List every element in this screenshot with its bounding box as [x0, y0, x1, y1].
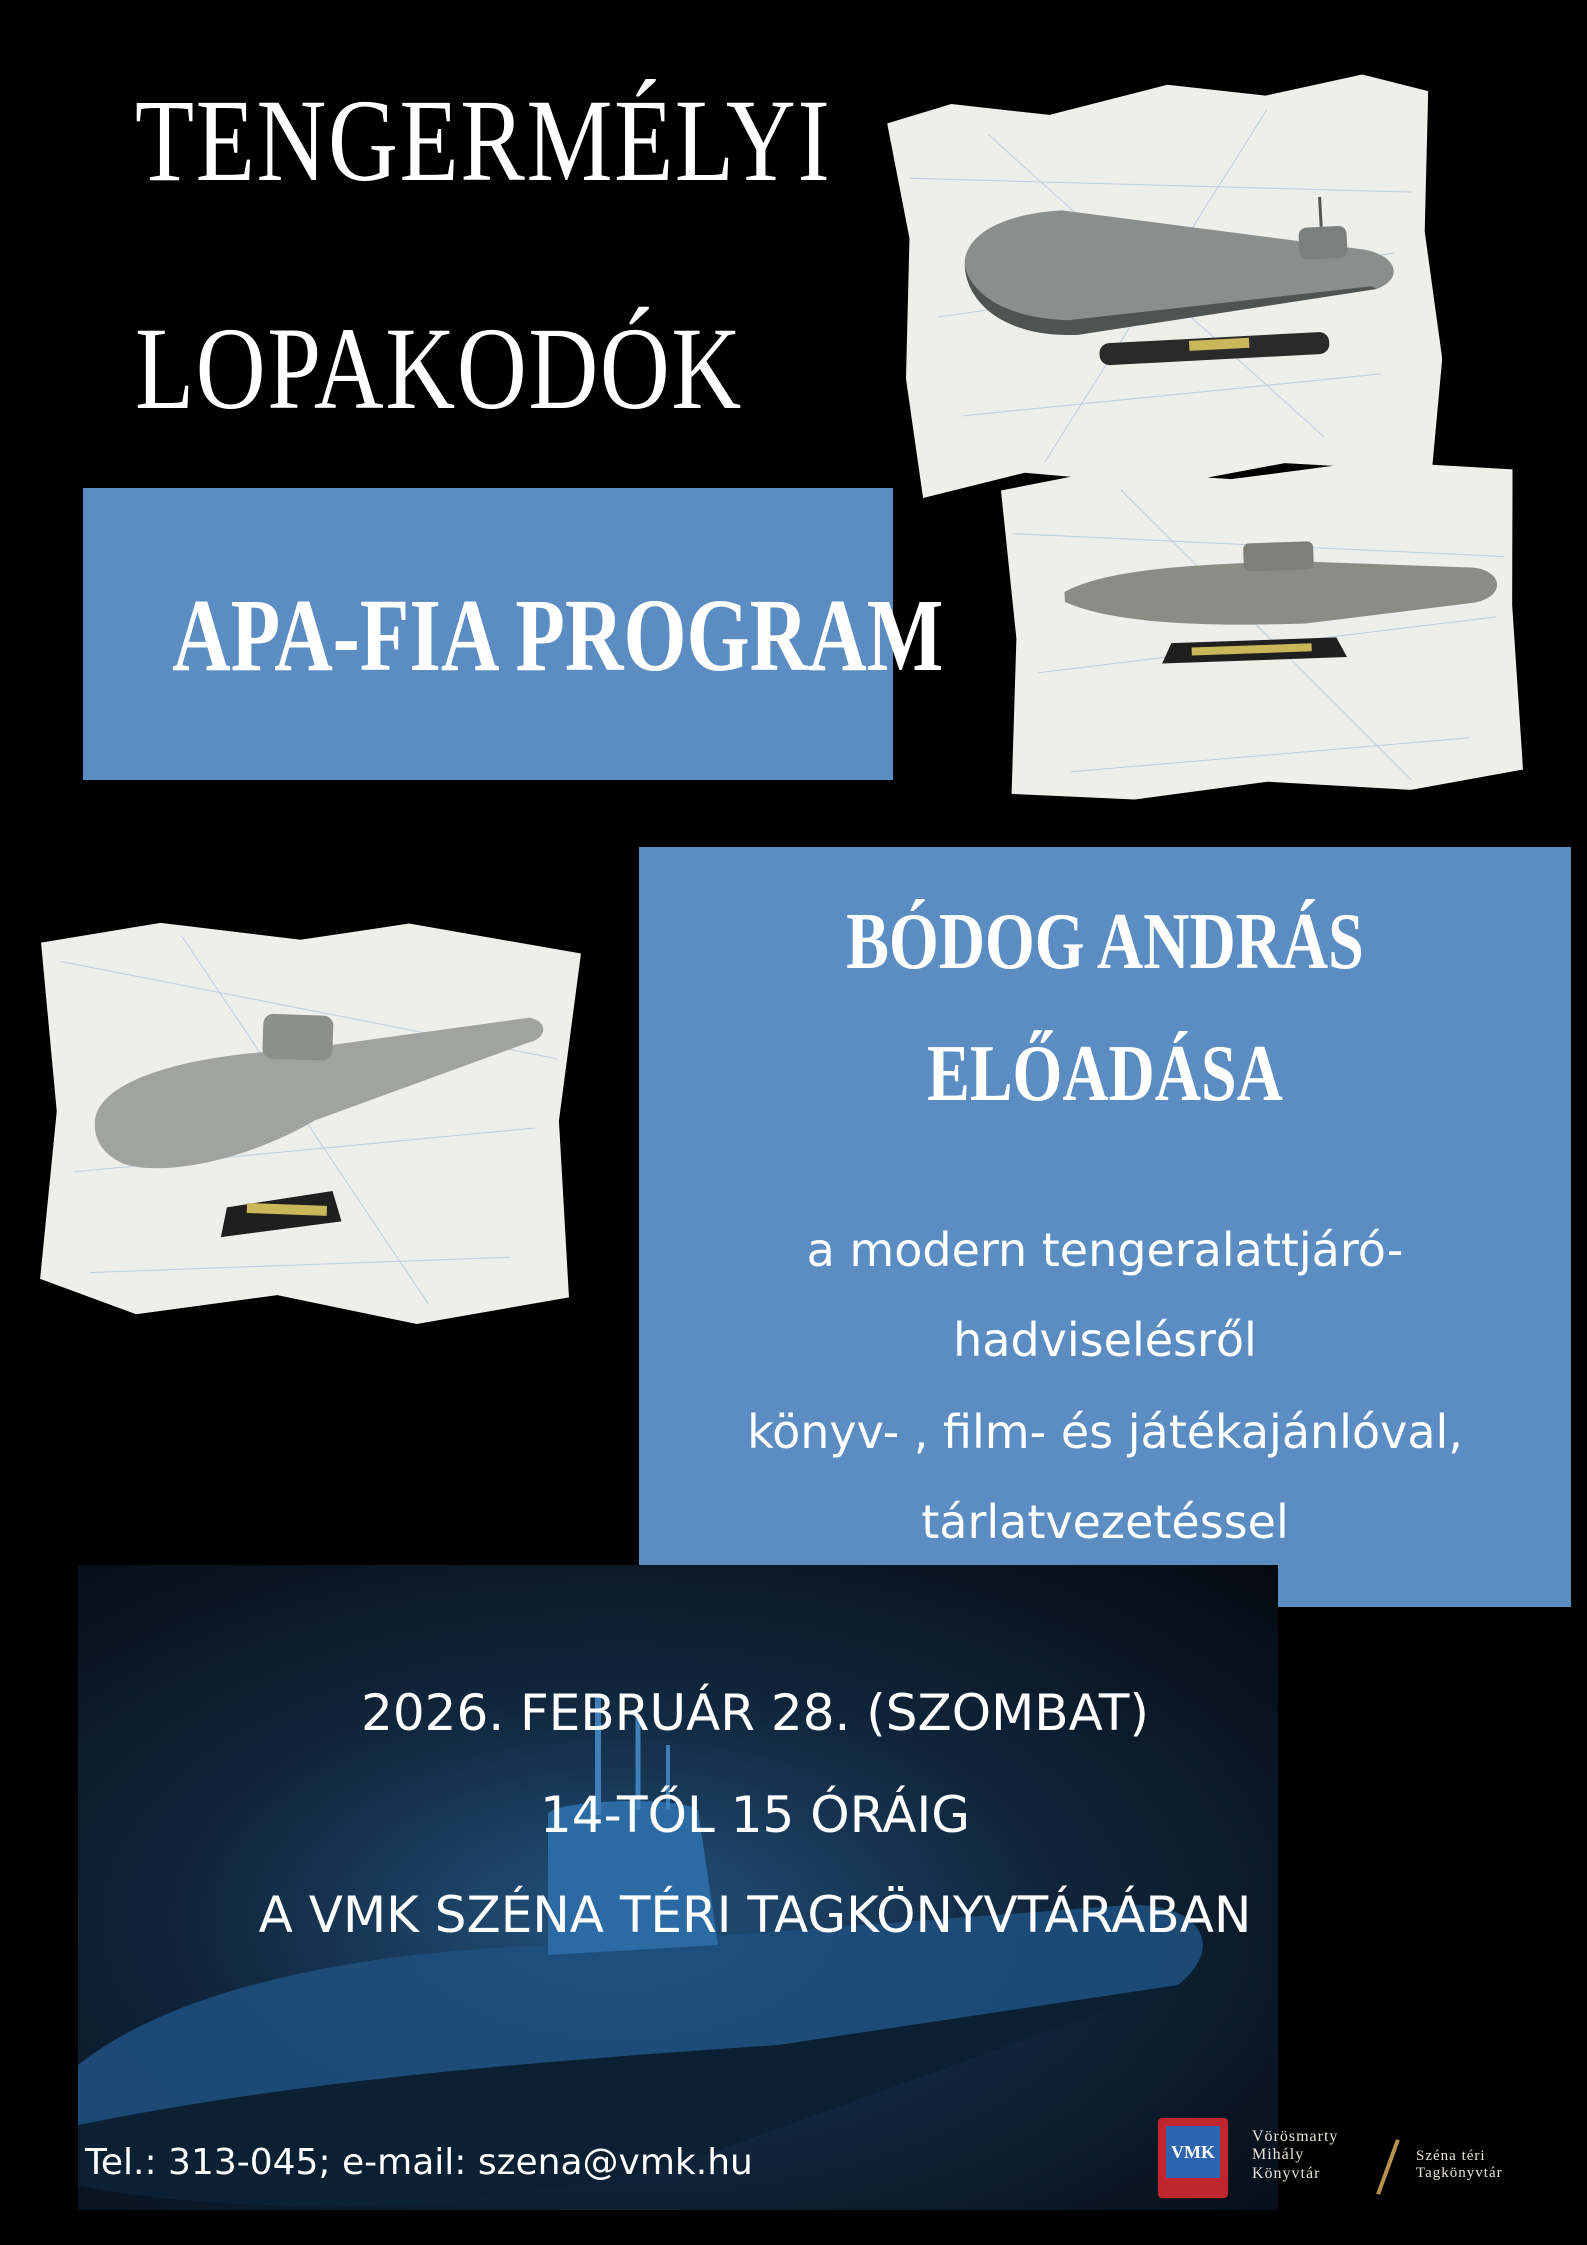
logo-divider: [1376, 2139, 1400, 2195]
vmk-badge-text: VMK: [1166, 2126, 1220, 2178]
event-place: A VMK SZÉNA TÉRI TAGKÖNYVTÁRÁBAN: [258, 1886, 1252, 1944]
poster-title-line2: LOPAKODÓK: [135, 303, 743, 434]
submarine-illustration-2: [1000, 456, 1523, 804]
submarine-photo-1: [886, 71, 1448, 499]
lecture-description-line2: hadviselésről: [953, 1313, 1257, 1367]
library-name-line3: Könyvtár: [1252, 2164, 1321, 2182]
lecture-speaker: BÓDOG ANDRÁS: [846, 898, 1364, 986]
event-date: 2026. FEBRUÁR 28. (SZOMBAT): [361, 1684, 1149, 1742]
program-label: APA-FIA PROGRAM: [172, 578, 944, 693]
lecture-description-line4: tárlatvezetéssel: [921, 1495, 1289, 1549]
library-name: [1252, 2128, 1338, 2183]
library-name-line2: Mihály: [1252, 2146, 1305, 2164]
branch-name-line1: Széna téri: [1416, 2148, 1486, 2164]
program-box: [83, 488, 944, 780]
submarine-photo-2: [1000, 456, 1523, 804]
submarine-illustration-3: [28, 911, 582, 1330]
lecture-box: [639, 847, 1571, 1607]
library-logo: [1158, 2110, 1568, 2210]
lecture-description-line1: a modern tengeralattjáró-: [806, 1223, 1404, 1277]
branch-name-line2: Tagkönyvtár: [1416, 2165, 1503, 2182]
lecture-description-line3: könyv- , film- és játékajánlóval,: [747, 1405, 1463, 1459]
vmk-badge-icon: [1158, 2118, 1228, 2198]
library-name-line1: Vörösmarty: [1252, 2128, 1339, 2145]
submarine-illustration-1: [886, 71, 1448, 499]
contact-info: Tel.: 313-045; e-mail: szena@vmk.hu: [85, 2142, 753, 2183]
event-time: 14-TŐL 15 ÓRÁIG: [539, 1786, 970, 1844]
poster-title-line1: TENGERMÉLYI: [135, 75, 832, 206]
submarine-photo-3: [28, 911, 582, 1330]
branch-name: [1416, 2148, 1503, 2183]
lecture-kind: ELŐADÁSA: [927, 1030, 1283, 1118]
